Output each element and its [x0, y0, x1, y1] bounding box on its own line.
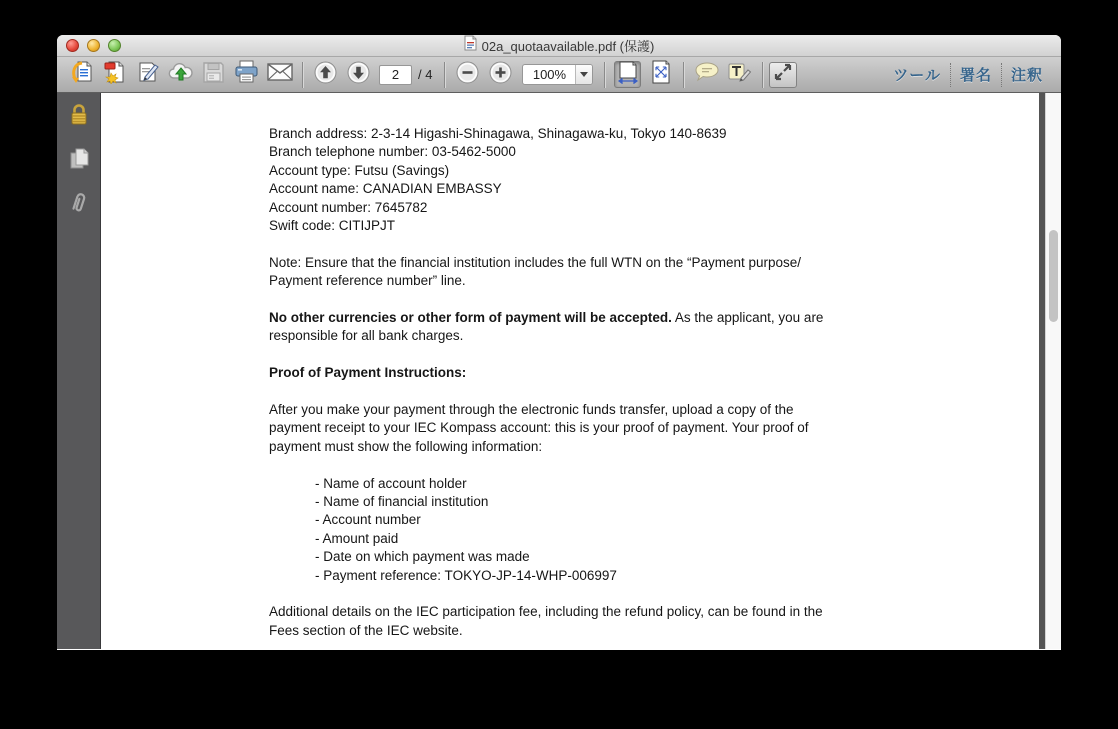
bank-detail-line: Branch address: 2-3-14 Higashi-Shinagawa, Shinagawa-ku, Tokyo 140-8639	[269, 126, 727, 141]
open-document-icon	[70, 60, 94, 89]
create-pdf-icon	[103, 60, 127, 89]
list-item: - Account number	[315, 512, 421, 528]
cloud-upload-button[interactable]	[167, 61, 194, 88]
scrollbar-thumb[interactable]	[1049, 230, 1058, 322]
list-item: - Payment reference: TOKYO-JP-14-WHP-006997	[315, 567, 617, 583]
list-item: - Amount paid	[315, 530, 399, 546]
text-annotation-button[interactable]	[726, 61, 753, 88]
content-area	[57, 93, 1061, 649]
vertical-scrollbar[interactable]	[1045, 93, 1061, 649]
accepted-rest-text: As the applicant, you are	[671, 310, 824, 326]
open-button[interactable]	[68, 61, 95, 88]
chevron-down-icon	[580, 72, 588, 77]
bank-detail-line: Swift code: CITIJPJT	[269, 218, 396, 234]
next-page-icon	[347, 61, 370, 89]
paperclip-icon	[68, 190, 90, 221]
cloud-upload-icon	[168, 60, 194, 89]
bank-detail-line: Account type: Futsu (Savings)	[269, 162, 450, 178]
list-item: - Name of account holder	[315, 475, 467, 491]
accepted-bold-text: No other currencies or other form of payment will be accepted.	[269, 310, 672, 326]
email-icon	[267, 62, 293, 87]
save-icon	[202, 61, 225, 89]
proof-line: After you make your payment through the electronic funds transfer, upload a copy of the	[269, 402, 794, 418]
zoom-dropdown-button[interactable]	[575, 64, 592, 85]
accepted-line	[269, 309, 1039, 327]
pages-icon	[68, 147, 90, 176]
toolbar-separator	[762, 62, 763, 88]
document-icon	[464, 35, 477, 56]
note-line: Note: Ensure that the financial institution includes the full WTN on the “Payment purpose/	[269, 254, 802, 270]
close-window-button[interactable]	[66, 39, 79, 52]
title-bar	[57, 35, 1061, 57]
proof-requirements-list	[269, 475, 1039, 585]
zoom-level-select[interactable]	[522, 64, 593, 85]
minimize-window-button[interactable]	[87, 39, 100, 52]
previous-page-button[interactable]	[312, 61, 339, 88]
proof-line: payment must show the following information:	[269, 438, 543, 454]
save-button[interactable]	[200, 61, 227, 88]
zoom-window-button[interactable]	[108, 39, 121, 52]
text-annotation-icon	[727, 61, 752, 89]
zoom-out-button[interactable]	[454, 61, 481, 88]
list-item: - Name of financial institution	[315, 494, 489, 510]
fit-width-icon	[617, 60, 639, 89]
page-number-input[interactable]	[379, 65, 412, 85]
bank-detail-line: Branch telephone number: 03-5462-5000	[269, 144, 516, 160]
list-item: - Date on which payment was made	[315, 549, 530, 565]
print-icon	[234, 60, 259, 89]
window-controls	[66, 39, 121, 52]
fill-sign-button[interactable]	[134, 61, 161, 88]
fullscreen-button[interactable]	[769, 62, 797, 88]
toolbar-separator	[604, 62, 605, 88]
toolbar-separator	[302, 62, 303, 88]
fit-width-button[interactable]	[614, 61, 641, 88]
toolbar-dotted-separator	[1001, 63, 1002, 87]
zoom-level-value: 100%	[532, 67, 567, 82]
fit-page-button[interactable]	[647, 61, 674, 88]
additional-line: Additional details on the IEC participation fee, including the refund policy, can be found in the	[269, 604, 823, 620]
page-total-label: / 4	[418, 67, 433, 82]
toolbar-separator	[444, 62, 445, 88]
additional-line: Fees section of the IEC website.	[269, 622, 463, 638]
bank-detail-line: Account name: CANADIAN EMBASSY	[269, 181, 502, 197]
zoom-in-button[interactable]	[487, 61, 514, 88]
navigation-sidebar	[57, 93, 101, 649]
toolbar	[57, 57, 1061, 93]
bank-detail-line: Account number: 7645782	[269, 199, 428, 215]
create-pdf-button[interactable]	[101, 61, 128, 88]
toolbar-right-panels	[893, 63, 1043, 87]
print-button[interactable]	[233, 61, 260, 88]
page-thumbnails-button[interactable]	[67, 149, 91, 173]
zoom-out-icon	[456, 61, 479, 89]
lock-icon	[68, 103, 90, 132]
pdf-reader-window	[57, 35, 1061, 650]
next-page-button[interactable]	[345, 61, 372, 88]
toolbar-separator	[683, 62, 684, 88]
attachments-button[interactable]	[67, 193, 91, 217]
note-line: Payment reference number” line.	[269, 273, 466, 289]
proof-heading: Proof of Payment Instructions:	[269, 365, 467, 381]
fullscreen-icon	[773, 62, 793, 87]
toolbar-dotted-separator	[950, 63, 951, 87]
comment-button[interactable]	[693, 61, 720, 88]
security-settings-button[interactable]	[67, 105, 91, 129]
zoom-in-icon	[489, 61, 512, 89]
previous-page-icon	[314, 61, 337, 89]
email-button[interactable]	[266, 61, 293, 88]
proof-line: payment receipt to your IEC Kompass account: this is your proof of payment. Your proof of	[269, 420, 809, 436]
fit-page-icon	[650, 60, 672, 89]
comment-panel-button[interactable]: 注釈	[1010, 67, 1043, 84]
document-text	[101, 93, 1039, 640]
window-title: 02a_quotaavailable.pdf (保護)	[481, 39, 655, 54]
sign-panel-button[interactable]: 署名	[959, 67, 992, 84]
tools-panel-button[interactable]: ツール	[893, 67, 941, 84]
accepted-line: responsible for all bank charges.	[269, 328, 464, 344]
fill-sign-icon	[136, 60, 160, 89]
pdf-page[interactable]	[101, 93, 1039, 649]
comment-bubble-icon	[694, 61, 720, 88]
